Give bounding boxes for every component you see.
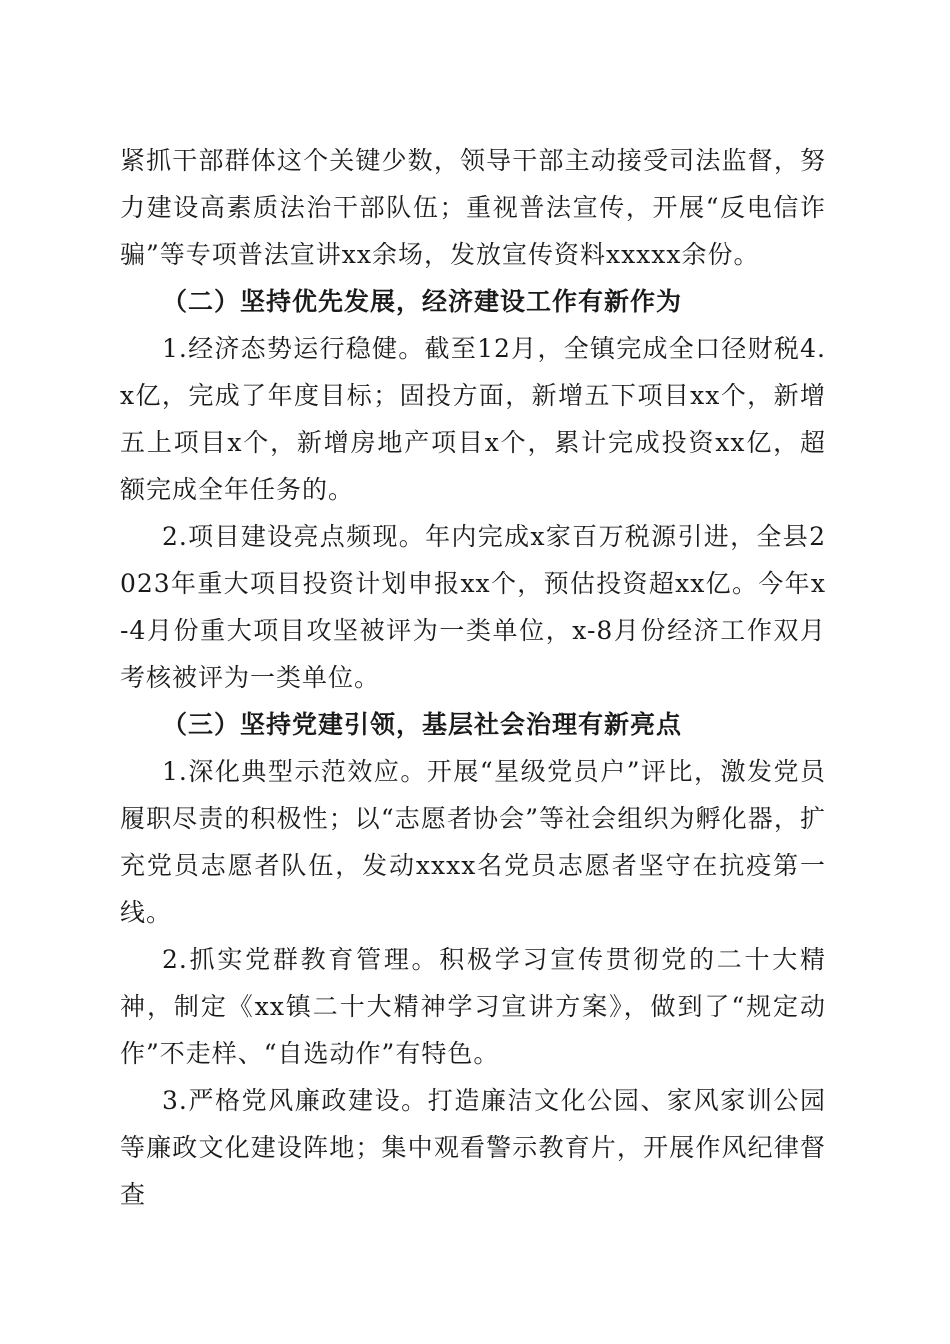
section-heading-party-building: （三）坚持党建引领，基层社会治理有新亮点 xyxy=(162,710,683,739)
paragraph-party-education: 2.抓实党群教育管理。积极学习宣传贯彻党的二十大精神，制定《xx镇二十大精神学习宣讲方案》，做到了“规定动作”不走样、“自选动作”有特色。 xyxy=(120,945,826,1068)
paragraph-project-highlights: 2.项目建设亮点频现。年内完成x家百万税源引进，全县2023年重大项目投资计划申报xx个，预估投资超xx亿。今年x-4月份重大项目攻坚被评为一类单位，x-8月份经济工作双月考核被评为一类单位。 xyxy=(120,522,826,692)
paragraph-model-effect: 1.深化典型示范效应。开展“星级党员户”评比，激发党员履职尽责的积极性；以“志愿者协会”等社会组织为孵化器，扩充党员志愿者队伍，发动xxxx名党员志愿者坚守在抗疫第一线。 xyxy=(120,757,826,927)
paragraph-integrity-building: 3.严格党风廉政建设。打造廉洁文化公园、家风家训公园等廉政文化建设阵地；集中观看警示教育片，开展作风纪律督查 xyxy=(120,1086,826,1209)
section-heading-economy: （二）坚持优先发展，经济建设工作有新作为 xyxy=(162,287,683,316)
document-page xyxy=(120,137,826,1218)
paragraph-economic-stability: 1.经济态势运行稳健。截至12月，全镇完成全口径财税4.x亿，完成了年度目标；固投方面，新增五下项目xx个，新增五上项目x个，新增房地产项目x个，累计完成投资xx亿，超额完成全年任务的。 xyxy=(120,334,826,504)
paragraph-legal-cadres: 紧抓干部群体这个关键少数，领导干部主动接受司法监督，努力建设高素质法治干部队伍；重视普法宣传，开展“反电信诈骗”等专项普法宣讲xx余场，发放宣传资料xxxxx余份。 xyxy=(120,146,826,269)
